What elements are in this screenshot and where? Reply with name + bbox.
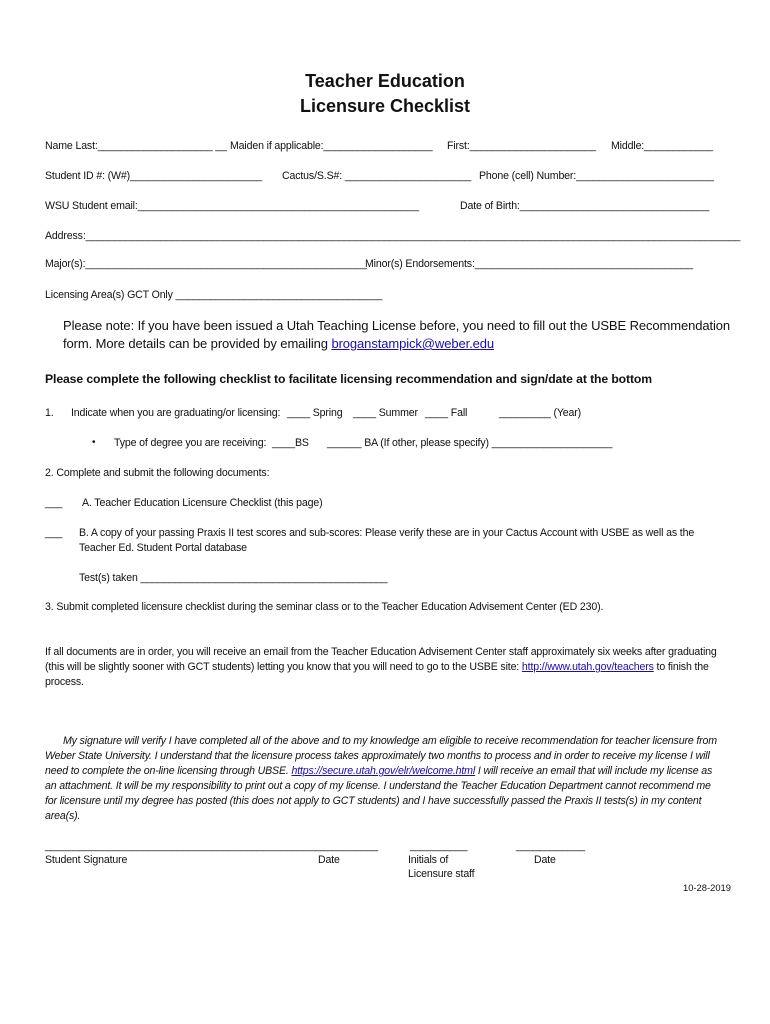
note-line-2-text: form. More details can be provided by emailing <box>63 336 332 351</box>
initials-line[interactable]: __________ <box>410 840 468 852</box>
field-cactus[interactable]: Cactus/S.S#: ______________________ <box>282 170 472 182</box>
field-majors[interactable]: Major(s):_________________________________________________ <box>45 258 367 270</box>
checklist-heading: Please complete the following checklist to facilitate licensing recommendation and sign/date at the bottom <box>45 372 653 386</box>
field-maiden[interactable]: Maiden if applicable:___________________ <box>230 140 433 152</box>
student-signature-line[interactable]: __________________________________________________________ <box>45 840 379 852</box>
field-address[interactable]: Address:__________________________________________________________________________________________________________________ <box>45 230 741 242</box>
info-line-2-suffix: to finish the <box>653 661 709 673</box>
note-line-1: Please note: If you have been issued a Utah Teaching License before, you need to fill out the USBE Recommendation <box>63 318 731 333</box>
licensure-staff-label: Licensure staff <box>408 868 475 880</box>
note-line-2 <box>63 336 494 351</box>
item-1-number: 1. <box>45 407 54 419</box>
statement-line-4: an attachment. It will be my responsibility to print out a copy of my license. I understand the Teacher Education Department cannot recommend me <box>45 780 711 792</box>
title-line-1: Teacher Education <box>305 71 465 91</box>
statement-line-1: My signature will verify I have completed all of the above and to my knowledge am eligible to receive recommendation for teacher licensure from <box>63 735 717 747</box>
usbe-link[interactable]: http://www.utah.gov/teachers <box>521 661 654 673</box>
initials-label: Initials of <box>408 854 449 866</box>
degree-bs-blank[interactable]: ____BS <box>272 437 309 449</box>
student-signature-label: Student Signature <box>45 854 128 866</box>
tests-taken-field[interactable]: Test(s) taken ___________________________________________ <box>79 572 388 584</box>
field-licensing-area[interactable]: Licensing Area(s) GCT Only ____________________________________ <box>45 289 383 301</box>
item-2-text: 2. Complete and submit the following documents: <box>45 467 270 479</box>
field-first[interactable]: First:______________________ <box>447 140 596 152</box>
revision-date: 10-28-2019 <box>683 882 731 893</box>
elr-link[interactable]: https://secure.utah.gov/elr/welcome.html <box>291 765 476 777</box>
doc-b-blank[interactable]: ___ <box>45 527 63 539</box>
statement-line-3-suffix: I will receive an email that will include my license as <box>475 765 713 777</box>
degree-label: Type of degree you are receiving: <box>114 437 267 449</box>
summer-blank[interactable]: ____ Summer <box>353 407 418 419</box>
statement-line-3 <box>45 765 712 777</box>
info-line-1: If all documents are in order, you will receive an email from the Teacher Education Advisement Center staff approximately six weeks after graduating <box>45 646 717 658</box>
field-phone[interactable]: Phone (cell) Number:________________________ <box>479 170 714 182</box>
spring-blank[interactable]: ____ Spring <box>287 407 343 419</box>
item-1-text: Indicate when you are graduating/or licensing: <box>71 407 281 419</box>
field-minors[interactable]: Minor(s) Endorsements:______________________________________ <box>365 258 693 270</box>
year-blank[interactable]: _________ (Year) <box>499 407 582 419</box>
field-student-id[interactable]: Student ID #: (W#)_______________________ <box>45 170 263 182</box>
field-date-of-birth[interactable]: Date of Birth:_________________________________ <box>460 200 710 212</box>
field-name-last[interactable]: Name Last:____________________ __ <box>45 140 227 152</box>
field-middle[interactable]: Middle:____________ <box>611 140 714 152</box>
title-line-2: Licensure Checklist <box>299 96 471 116</box>
info-line-3: process. <box>45 676 84 688</box>
email-link[interactable]: broganstampick@weber.edu <box>331 336 494 351</box>
degree-ba-blank[interactable]: ______ BA (If other, please specify) _____________________ <box>327 437 613 449</box>
statement-line-6: area(s). <box>45 810 81 822</box>
fall-blank[interactable]: ____ Fall <box>425 407 468 419</box>
doc-a-blank[interactable]: ___ <box>45 497 63 509</box>
item-3-text: 3. Submit completed licensure checklist during the seminar class or to the Teacher Education Advisement Center (ED 230). <box>45 601 604 613</box>
info-line-2-text: (this will be slightly sooner with GCT students) letting you know that you will need to go to the USBE site: <box>45 661 522 673</box>
statement-line-3-text: need to complete the on-line licensing through UBSE. <box>45 765 292 777</box>
statement-line-5: for licensure until my degree has posted (this does not apply to GCT students) and I have successfully passed the Praxis II tests(s) in my content <box>45 795 702 807</box>
staff-date-label: Date <box>534 854 556 866</box>
doc-b-line-1: B. A copy of your passing Praxis II test scores and sub-scores: Please verify these are in your Cactus Account with USBE as well as the <box>79 527 695 539</box>
staff-date-line[interactable]: ____________ <box>516 840 585 852</box>
doc-b-line-2: Teacher Ed. Student Portal database <box>79 542 247 554</box>
doc-a-text: A. Teacher Education Licensure Checklist (this page) <box>82 497 323 509</box>
statement-line-2: Weber State University. I understand that the licensure process takes approximately two months to process and in order to receive my license I will <box>45 750 710 762</box>
bullet-icon: • <box>92 437 96 448</box>
field-wsu-email[interactable]: WSU Student email:_________________________________________________ <box>45 200 420 212</box>
student-date-label: Date <box>318 854 340 866</box>
info-line-2 <box>45 661 709 673</box>
